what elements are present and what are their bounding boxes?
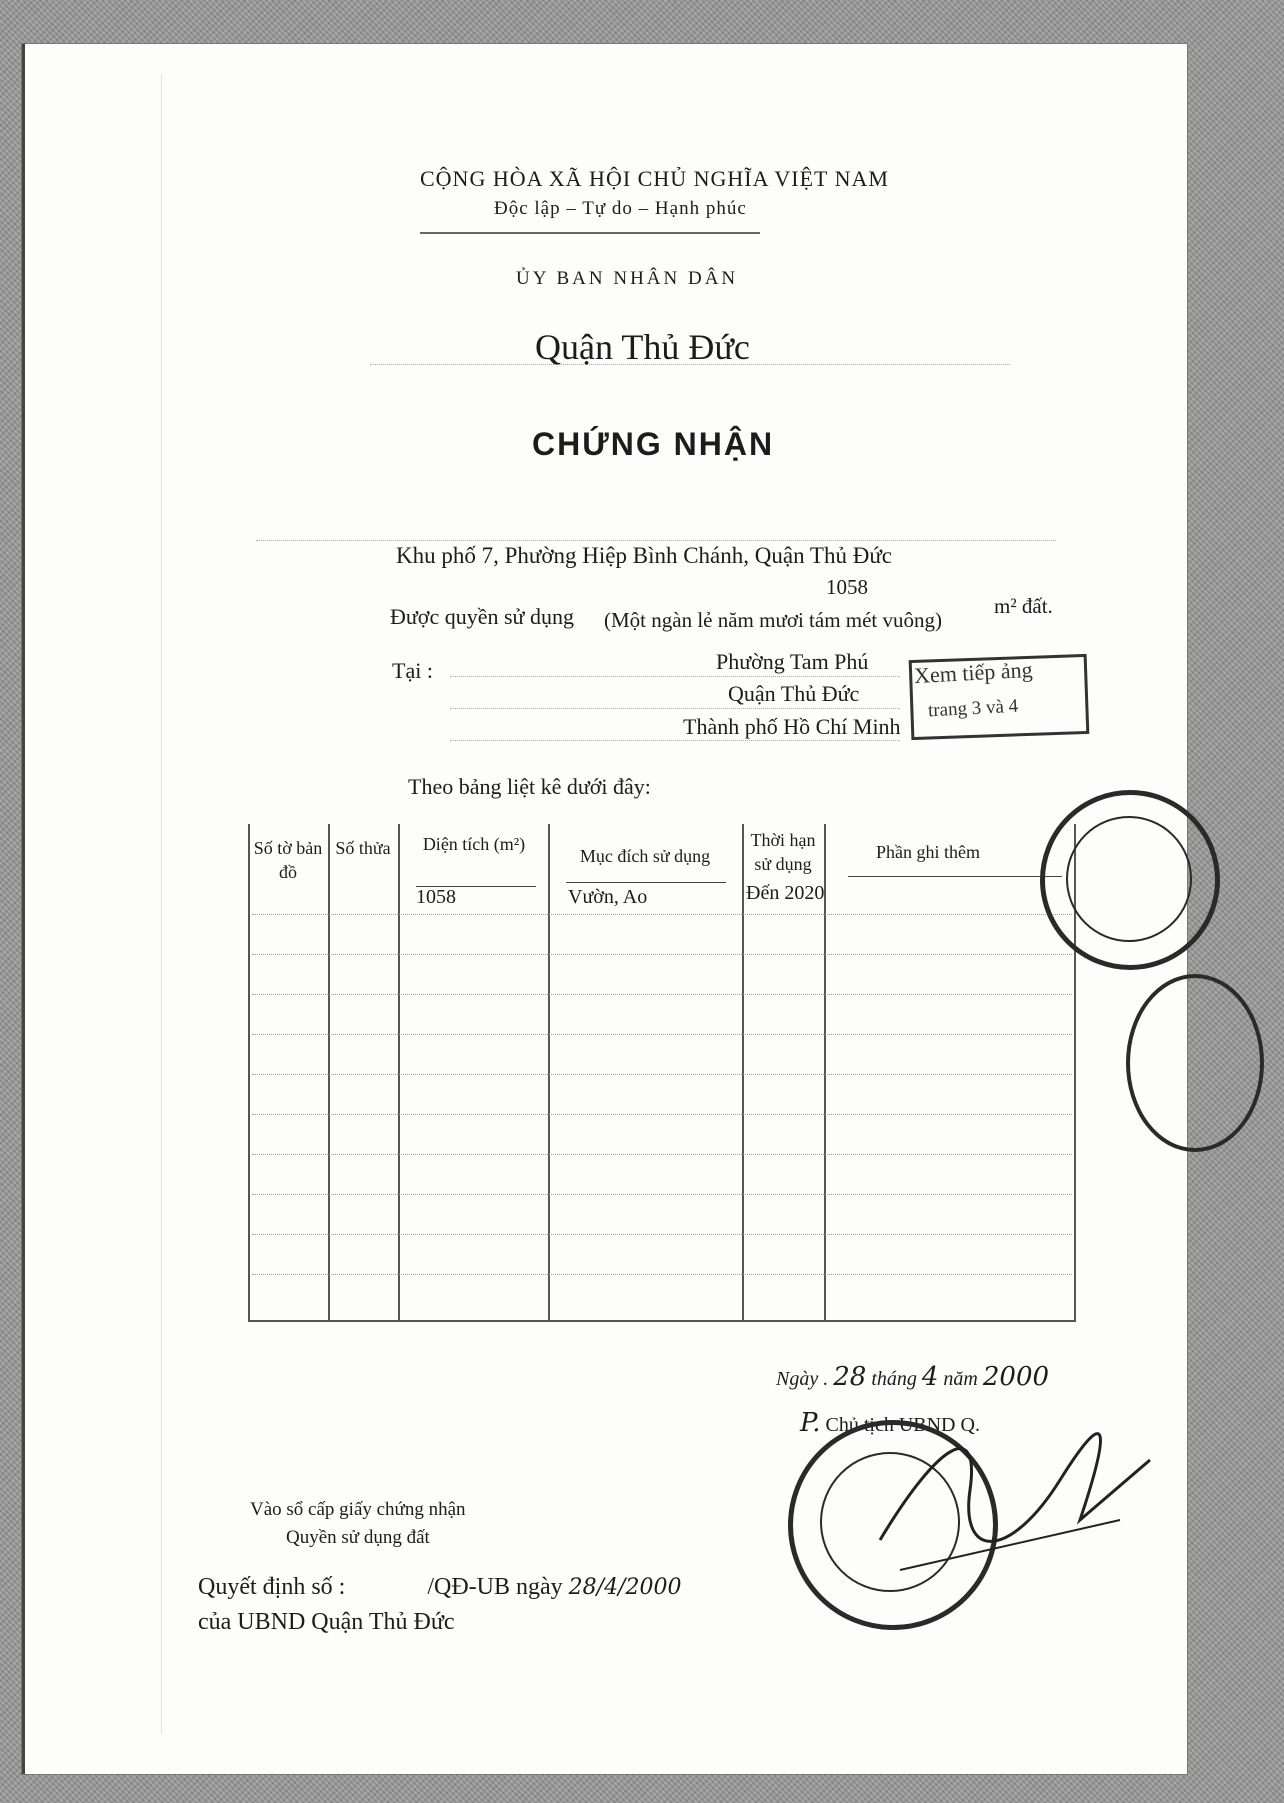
table-row-line (252, 1114, 1072, 1115)
date-day: 28 (833, 1362, 867, 1392)
table-column-line (248, 824, 250, 1320)
header-term: Thời hạn sử dụng (750, 830, 816, 874)
certificate-title: CHỨNG NHẬN (532, 426, 775, 462)
table-column-line (328, 824, 330, 1320)
page-margin-line (161, 74, 162, 1734)
table-column-line (742, 824, 744, 1320)
registry-line: Vào sổ cấp giấy chứng nhận (250, 1499, 466, 1520)
decision-issuer: của UBND Quận Thủ Đức (198, 1609, 455, 1635)
registry-line: Quyền sử dụng đất (286, 1527, 430, 1548)
table-row-line (252, 1074, 1072, 1075)
date-month-label: tháng (871, 1368, 917, 1390)
location-ward: Phường Tam Phú (716, 649, 869, 674)
table-row-line (252, 1194, 1072, 1195)
date-year-label: năm (943, 1368, 978, 1390)
table-cell-purpose: Vườn, Ao (568, 886, 648, 908)
location-label: Tại : (392, 658, 433, 683)
date-year: 2000 (982, 1362, 1050, 1392)
header-map-sheet: Số tờ bản đồ (253, 838, 323, 882)
district-heading: Quận Thủ Đức (535, 327, 750, 367)
header-purpose: Mục đích sử dụng (579, 846, 711, 866)
header-notes: Phần ghi thêm (876, 842, 980, 862)
seal-inner-ring (1066, 816, 1192, 942)
table-row-line (252, 1274, 1072, 1275)
table-column-line (398, 824, 400, 1320)
land-table (248, 824, 1076, 1322)
date-prefix: Ngày . (776, 1368, 829, 1390)
nation-heading: CỘNG HÒA XÃ HỘI CHỦ NGHĨA VIỆT NAM (420, 166, 889, 191)
table-cell-area: 1058 (416, 886, 456, 908)
header-parcel: Số thửa (335, 838, 391, 858)
date-month: 4 (921, 1362, 939, 1392)
owner-address: Khu phố 7, Phường Hiệp Bình Chánh, Quận Thủ Đức (396, 543, 893, 568)
stamp-text: Xem tiếp ảng (913, 656, 1034, 689)
header-area: Diện tích (m²) (422, 834, 526, 854)
signature (860, 1400, 1160, 1600)
dotted-rule (450, 740, 900, 741)
header-divider (420, 232, 760, 234)
location-city: Thành phố Hồ Chí Minh (683, 714, 901, 739)
signing-date (776, 1362, 1049, 1392)
area-in-words: (Một ngàn lẻ năm mươi tám mét vuông) (604, 608, 943, 632)
area-unit: m² đất. (994, 594, 1053, 618)
table-row-line (252, 1034, 1072, 1035)
signer-prefix: P. (800, 1408, 821, 1438)
area-label: Được quyền sử dụng (390, 604, 574, 629)
dotted-rule (370, 364, 1010, 365)
official-seal (1126, 974, 1264, 1152)
decision-number (198, 1574, 681, 1601)
header-underline (848, 876, 1062, 877)
table-row-line (252, 1234, 1072, 1235)
table-column-line (548, 824, 550, 1320)
dotted-rule (256, 540, 1056, 541)
table-row-line (252, 1154, 1072, 1155)
dotted-rule (450, 708, 900, 709)
stamp-text: trang 3 và 4 (927, 695, 1019, 722)
table-row-line (252, 994, 1072, 995)
table-row-line (252, 914, 1072, 915)
table-cell-term: Đến 2020 (746, 882, 825, 904)
decision-label: Quyết định số : (198, 1574, 346, 1600)
committee-heading: ỦY BAN NHÂN DÂN (516, 268, 739, 289)
signer-role: Chủ tịch UBND Q. (825, 1414, 980, 1436)
decision-date: 28/4/2000 (568, 1575, 682, 1600)
location-district: Quận Thủ Đức (728, 681, 860, 706)
area-number: 1058 (826, 575, 868, 599)
motto-line: Độc lập – Tự do – Hạnh phúc (494, 198, 747, 219)
table-intro: Theo bảng liệt kê dưới đây: (408, 774, 651, 799)
dotted-rule (450, 676, 900, 677)
header-underline (566, 882, 726, 883)
table-row-line (252, 954, 1072, 955)
decision-ref: /QĐ-UB ngày (427, 1574, 563, 1600)
